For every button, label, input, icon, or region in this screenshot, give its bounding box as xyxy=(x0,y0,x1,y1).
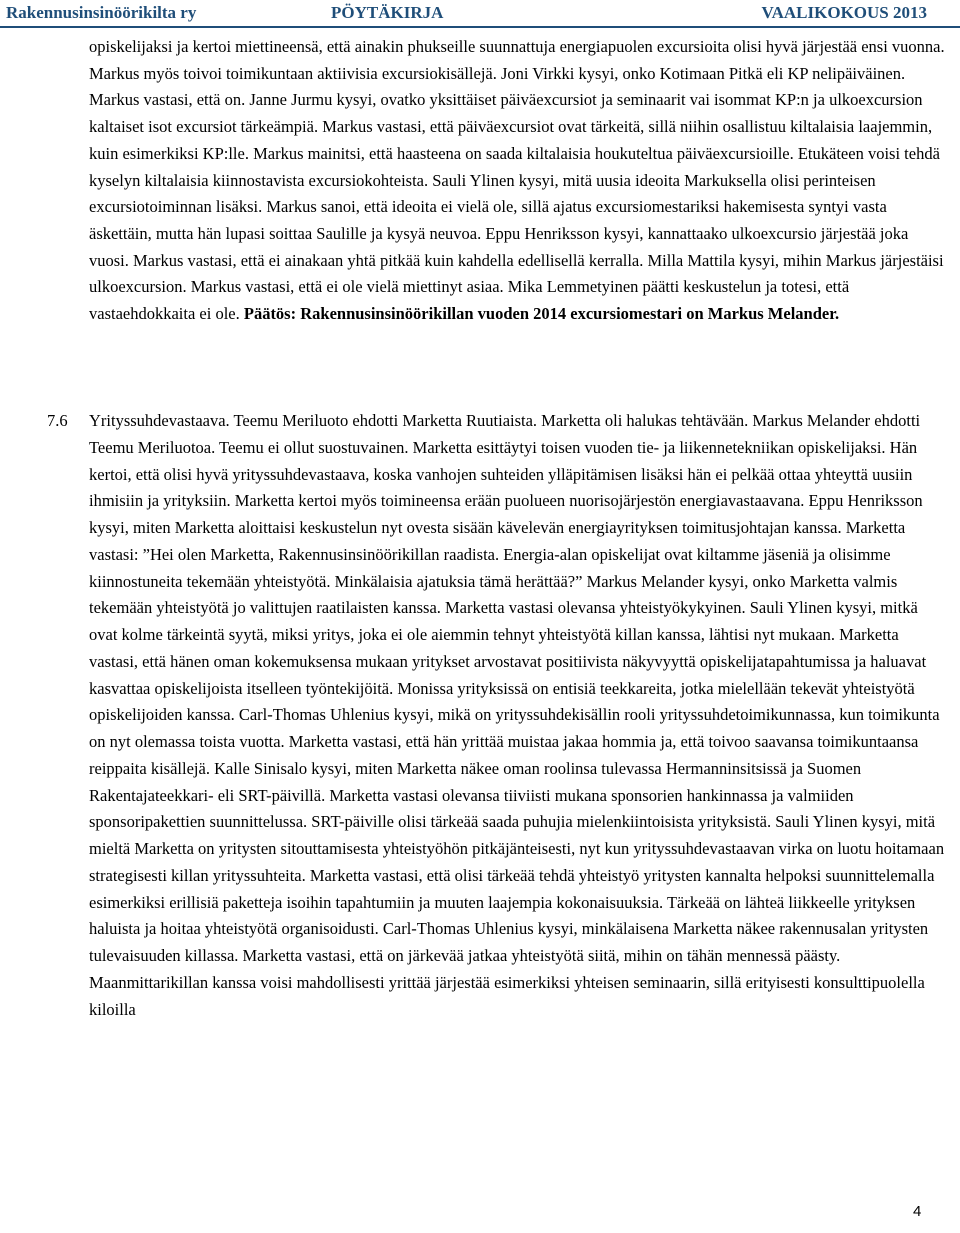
continued-paragraph xyxy=(89,34,945,328)
item-paragraph: Yrityssuhdevastaava. Teemu Meriluoto ehdotti Marketta Ruutiaista. Marketta oli halukas tehtävään. Markus Melander ehdotti Teemu Meriluotoa. Teemu ei ollut suostuvainen. Marketta esittäytyi toisen vuoden tie- ja liikennetekniikan opiskelijaksi. Hän kertoi, että olisi hyvä yrityssuhdevastaava, koska vanhojen suhteiden ylläpitämisen lisäksi hän ei pelkää ottaa yhteyttä uusiin ihmisiin ja yrityksiin. Marketta kertoi myös toimineensa erään puolueen nuorisojärjestön energiavastaavana. Eppu Henriksson kysyi, miten Marketta aloittaisi keskustelun nyt ovesta sisään kävelevän energiayrityksen toimitusjohtajan kanssa. Marketta vastasi: ”Hei olen Marketta, Rakennusinsinöörikillan raadista. Energia-alan opiskelijat ovat kiltamme jäseniä ja olisimme kiinnostuneita tekemään yhteistyötä. Minkälaisia ajatuksia tämä herättää?” Markus Melander kysyi, onko Marketta valmis tekemään yhteistyötä jo valittujen raatilaisten kanssa. Marketta vastasi olevansa yhteistyökykyinen. Sauli Ylinen kysyi, mitkä ovat kolme tärkeintä syytä, miksi yritys, joka ei ole aiemmin tehnyt yhteistyötä killan kanssa, lähtisi nyt mukaan. Marketta vastasi, että hänen oman kokemuksensa mukaan yritykset arvostavat positiivista näkyvyyttä opiskelijatapahtumissa ja haluavat kasvattaa opiskelijoista itselleen työntekijöitä. Monissa yrityksissä on entisiä teekkareita, jotka mielellään tekevät yhteistyötä opiskelijoiden kanssa. Carl-Thomas Uhlenius kysyi, mikä on yrityssuhdekisällin rooli yrityssuhdetoimikunnassa, kun toimikunta on nyt olemassa toista vuotta. Marketta vastasi, että hän yrittää muistaa jakaa hommia ja, että toivoo saavansa toimikuntaansa reippaita kisällejä. Kalle Sinisalo kysyi, miten Marketta näkee oman roolinsa tulevassa Hermanninsitsissä ja Suomen Rakentajateekkari- eli SRT-päivillä. Marketta vastasi olevansa tiiviisti mukana sponsorien hankinnassa ja valmiiden sponsoripakettien suunnittelussa. SRT-päiville olisi tärkeää saada puhujia mielenkiintoisista yrityksistä. Sauli Ylinen kysyi, mitä mieltä Marketta on yritysten sitouttamisesta yhteistyöhön pitkäjänteisesti, nyt kun yrityssuhdevastaavan virka on luotu hoitamaan strategisesti killan yrityssuhteita. Marketta vastasi, että olisi tärkeää tehdä yhteistyö yritysten kannalta helpoksi suunnittelemalla esimerkiksi erillisiä paketteja isoihin tapahtumiin ja muuten laajempia kokonaisuuksia. Tärkeää on lähteä liikkeelle yrityksen haluista ja hoitaa yhteistyötä organisoidusti. Carl-Thomas Uhlenius kysyi, minkälaisena Marketta näkee rakennusalan yritysten tulevaisuuden killassa. Marketta vastasi, että on järkevää jatkaa yhteistyötä siitä, mihin on tähän mennessä päästy. Maanmittarikillan kanssa voisi mahdollisesti yrittää järjestää esimerkiksi yhteisen seminaarin, sillä erityisesti konsulttipuolella kiloilla xyxy=(89,411,945,1019)
header-doc-type: PÖYTÄKIRJA xyxy=(331,3,444,22)
decision-text: Päätös: Rakennusinsinöörikillan vuoden 2014 excursiomestari on Markus Melander. xyxy=(243,304,840,324)
item-number: 7.6 xyxy=(47,411,68,430)
header-organization: Rakennusinsinöörikilta ry xyxy=(6,3,197,22)
continued-text: opiskelijaksi ja kertoi miettineensä, että ainakin phukseille suunnattuja energiapuolen excursioita olisi hyvä järjestää ensi vuonna. Markus myös toivoi toimikuntaan aktiivisia excursiokisällejä. Joni Virkki kysyi, onko Kotimaan Pitkä eli KP nelipäiväinen. Markus vastasi, että on. Janne Jurmu kysyi, ovatko yksittäiset päiväexcursiot ja seminaarit vai isommat KP:n ja ulkoexcursion kaltaiset isot excursiot tärkeämpiä. Markus vastasi, että päiväexcursiot ovat tärkeitä, sillä niihin osallistuu kiltalaisia laajemmin, kuin esimerkiksi KP:lle. Markus mainitsi, että haasteena on saada kiltalaisia houkuteltua päiväexcursioille. Etukäteen voisi tehdä kyselyn kiltalaisia kiinnostavista excursiokohteista. Sauli Ylinen kysyi, mitä uusia ideoita Markuksella olisi perinteisen excursiotoiminnan lisäksi. Markus sanoi, että ideoita ei vielä ole, sillä ajatus excursiomestariksi hakemisesta syntyi vasta äskettäin, mutta hän lupasi soittaa Saulille ja kysyä neuvoa. Eppu Henriksson kysyi, kannattaako ulkoexcursio järjestää joka vuosi. Markus vastasi, että ei ainakaan yhtä pitkää kuin kahdella edellisellä kerralla. Milla Mattila kysyi, mihin Markus järjestäisi ulkoexcursion. Markus vastasi, että ei ole vielä miettinyt asiaa. Mika Lemmetyinen päätti keskustelun ja totesi, että vastaehdokkaita ei ole. xyxy=(89,37,945,324)
header-divider xyxy=(0,26,960,28)
page-header xyxy=(0,0,960,26)
header-meeting: VAALIKOKOUS 2013 xyxy=(761,3,927,22)
page-number: 4 xyxy=(913,1203,922,1220)
